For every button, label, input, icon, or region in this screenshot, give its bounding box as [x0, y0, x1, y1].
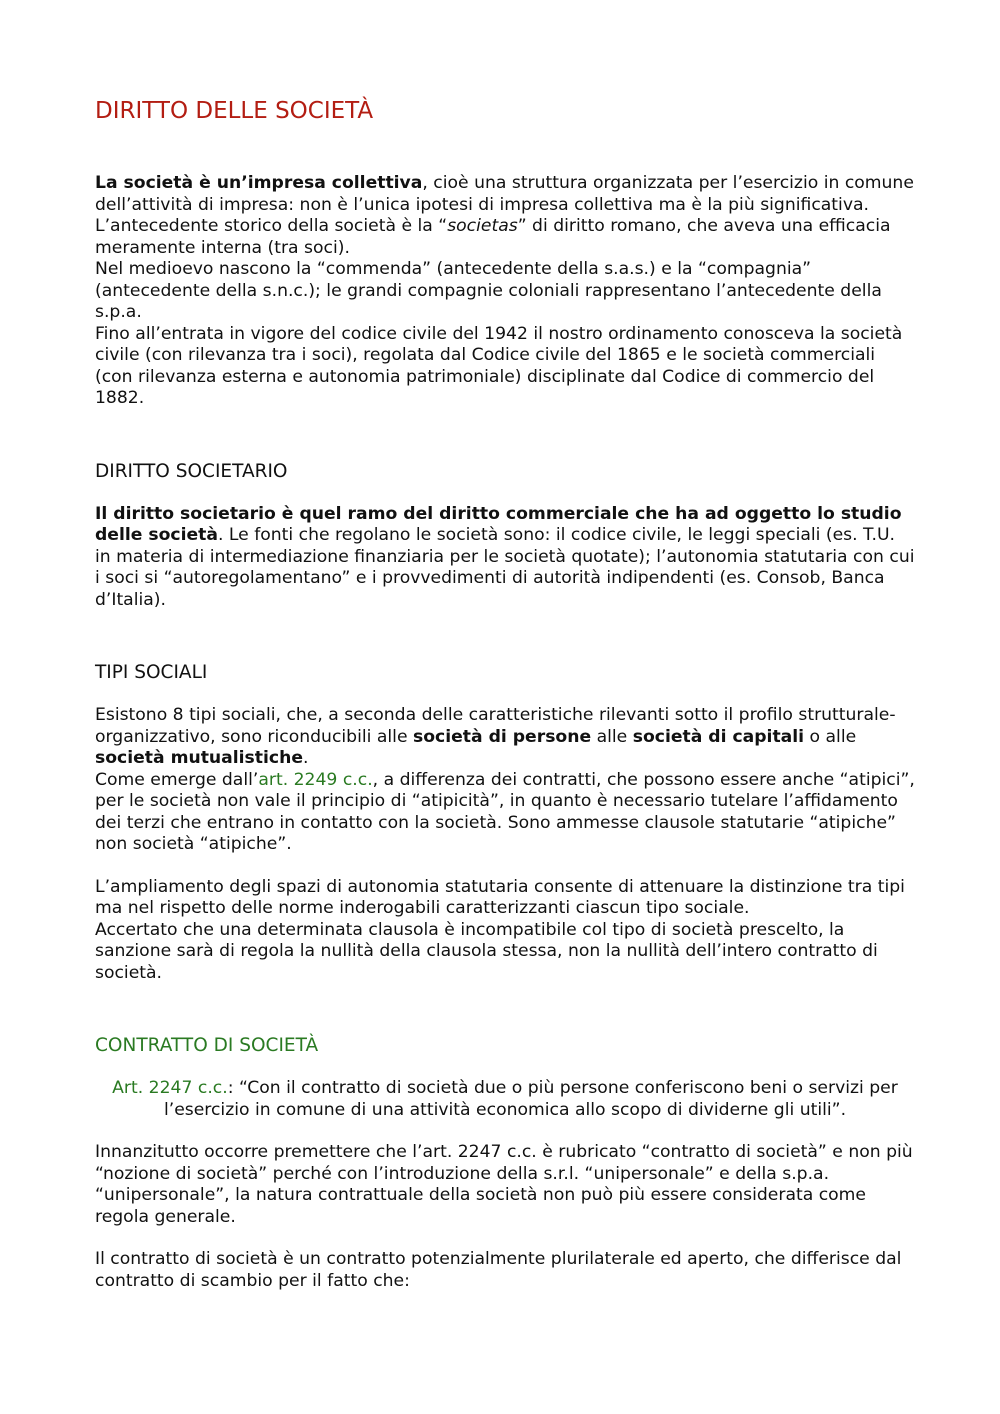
intro-paragraph-1 [95, 173, 915, 216]
tipi-sociali-paragraph-2 [95, 770, 915, 856]
spacer [95, 1228, 915, 1249]
bold-term-persone: società di persone [413, 726, 592, 747]
contratto-paragraph-2: Il contratto di società è un contratto potenzialmente plurilaterale ed aperto, che differisce dal contratto di scambio per il fatto che: [95, 1249, 902, 1291]
paragraph-text: , a differenza dei contratti, che possono essere anche “atipici”, per le società non vale il principio di “atipicità”, in quanto è necessario tutelare l’affidamento dei terzi che entrano in contatto con la società. Sono ammesse clausole statutarie “atipiche” non società “atipiche”. [95, 769, 915, 854]
intro-text: L’antecedente storico della società è la “ [95, 216, 448, 236]
document-page [95, 96, 915, 1292]
diritto-societario-section [95, 460, 915, 612]
paragraph-text: alle [591, 726, 633, 747]
diritto-societario-paragraph [95, 504, 915, 612]
spacer [95, 611, 915, 661]
bold-term-capitali: società di capitali [632, 726, 805, 747]
tipi-sociali-paragraph-4: Accertato che una determinata clausola è incompatibile col tipo di società prescelto, la sanzione sarà di regola la nullità della clausola stessa, non la nullità dell’intero contratto di società. [95, 919, 878, 983]
spacer [95, 1121, 915, 1142]
intro-paragraph-3: Nel medioevo nascono la “commenda” (antecedente della s.a.s.) e la “compagnia” (antecedente della s.n.c.); le grandi compagnie coloniali rappresentano l’antecedente della s.p.a. [95, 259, 882, 322]
tipi-sociali-section [95, 661, 915, 984]
paragraph-text: . Le fonti che regolano le società sono: il codice civile, le leggi speciali (es. T.U. in materia di intermediazione finanziaria per le società quotate); l’autonomia statutaria con cui i soci si “autoregolamentano” e i provvedimenti di autorità indipendenti (es. Consob, Banca d’Italia). [95, 525, 915, 610]
article-reference-2247: Art. 2247 c.c. [112, 1078, 228, 1098]
societas-italic: societas [447, 216, 518, 236]
spacer [95, 984, 915, 1034]
tipi-sociali-paragraph-1 [95, 705, 915, 770]
page-title: DIRITTO DELLE SOCIETÀ [95, 98, 374, 124]
intro-text: ” di diritto romano, che aveva una efficacia meramente interna (tra soci). [95, 216, 891, 258]
paragraph-text: . [302, 748, 309, 768]
intro-paragraph-2 [95, 216, 915, 259]
spacer [95, 410, 915, 460]
spacer [95, 856, 915, 877]
tipi-sociali-paragraph-3: L’ampliamento degli spazi di autonomia statutaria consente di attenuare la distinzione tra tipi ma nel rispetto delle norme inderogabili caratterizzanti ciascun tipo sociale. [95, 876, 905, 918]
bold-term-mutualistiche: società mutualistiche [95, 748, 303, 768]
section-heading-contratto: CONTRATTO DI SOCIETÀ [95, 1035, 319, 1056]
paragraph-text: Esistono 8 tipi sociali, che, a seconda delle caratteristiche rilevanti sotto il profilo strutturale-organizzativo, sono riconducibili alle [95, 705, 896, 747]
definition-bold-text: Il diritto societario è quel ramo del diritto commerciale che ha ad oggetto lo studio delle società [95, 503, 902, 545]
contratto-section [95, 1034, 915, 1292]
article-reference-2249: art. 2249 c.c. [258, 769, 373, 790]
intro-bold-text: La società è un’impresa collettiva [95, 173, 423, 193]
contratto-paragraph-1: Innanzitutto occorre premettere che l’art. 2247 c.c. è rubricato “contratto di società” e non più “nozione di società” perché con l’introduzione della s.r.l. “unipersonale” e della s.p.a. “unipersonale”, la natura contrattuale della società non può più essere considerata come regola generale. [95, 1142, 913, 1227]
section-heading-tipi-sociali: TIPI SOCIALI [95, 662, 208, 683]
intro-section [95, 173, 915, 410]
paragraph-text: o alle [804, 726, 857, 747]
intro-paragraph-4: Fino all’entrata in vigore del codice civile del 1942 il nostro ordinamento conosceva la società civile (con rilevanza tra i soci), regolata dal Codice civile del 1865 e le società commerciali (con rilevanza esterna e autonomia patrimoniale) disciplinate dal Codice di commercio del 1882. [95, 323, 903, 408]
intro-text: , cioè una struttura organizzata per l’esercizio in comune dell’attività di impresa: non è l’unica ipotesi di impresa collettiva ma è la più significativa. [95, 173, 914, 215]
paragraph-text: Come emerge dall’ [95, 769, 259, 790]
article-quote [95, 1078, 915, 1121]
quote-text: : “Con il contratto di società due o più persone conferiscono beni o servizi per l’esercizio in comune di una attività economica allo scopo di dividerne gli utili”. [163, 1078, 898, 1120]
section-heading-diritto-societario: DIRITTO SOCIETARIO [95, 460, 288, 482]
